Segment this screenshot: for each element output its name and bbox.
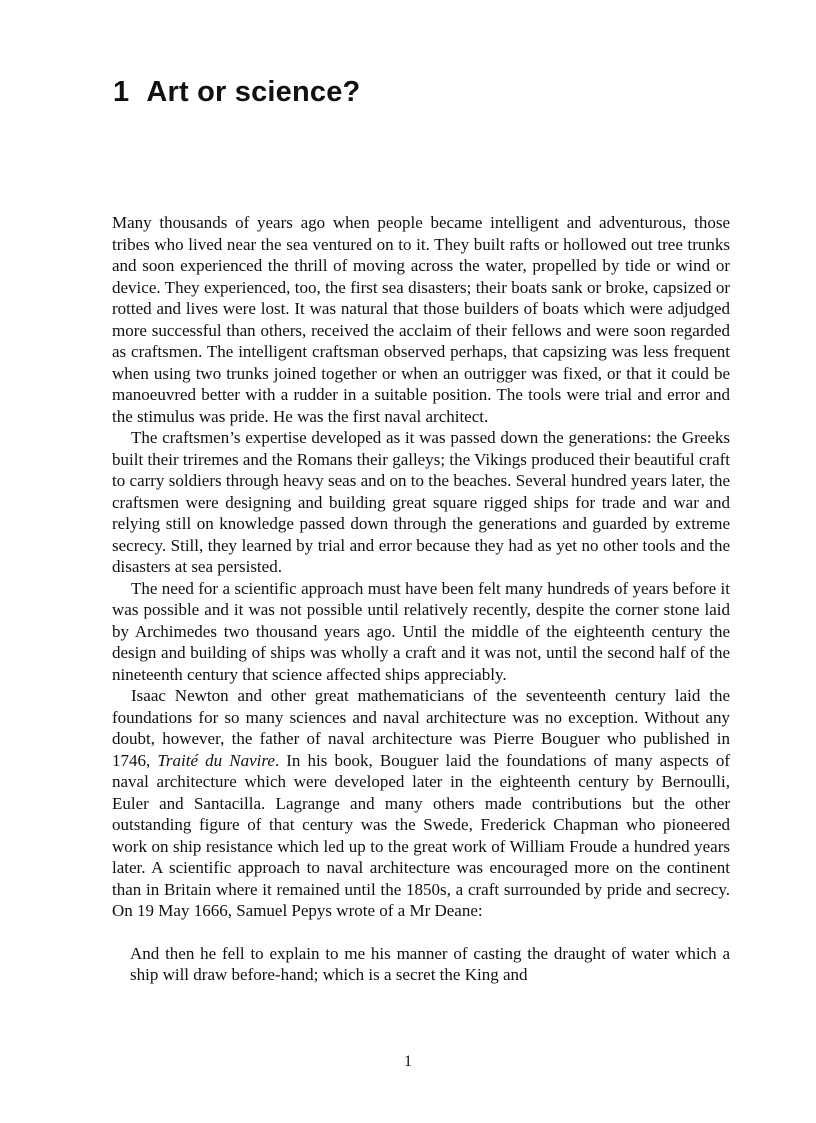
block-quote: And then he fell to explain to me his manner of casting the draught of water which a ship will draw before-hand; which is a secret the King and — [130, 943, 730, 984]
paragraph-1: Many thousands of years ago when people became intelligent and adventurous, those tribes who lived near the sea ventured on to it. They built rafts or hollowed out tree trunks and soon experienced the thrill of moving across the water, propelled by tide or wind or device. They experienced, too, the first sea disasters; their boats sank or broke, capsized or rotted and lives were lost. It was natural that those builders of boats which were adjudged more successful than others, received the acclaim of their fellows and were soon regarded as craftsmen. The intelligent craftsman observed perhaps, that capsizing was less frequent when using two trunks joined together or when an outrigger was fixed, or that it could be manoeuvred better with a rudder in a suitable position. The tools were trial and error and the stimulus was pride. He was the first naval architect. — [112, 213, 730, 426]
page-number: 1 — [404, 1053, 412, 1070]
paragraph-4-text-after: . In his book, Bouguer laid the foundations of many aspects of naval architecture which were developed later in the eighteenth century by Bernoulli, Euler and Santacilla. Lagrange and many others made contributions but the other outstanding figure of that century was the Swede, Frederick Chapman who pioneered work on ship resistance which led up to the great work of William Froude a hundred years later. A scientific approach to naval architecture was encouraged more on the continent than in Britain where it remained until the 1850s, a craft surrounded by pride and secrecy. On 19 May 1666, Samuel Pepys wrote of a Mr Deane: — [112, 750, 730, 920]
paragraph-4 — [112, 685, 730, 922]
paragraph-4-text-before: Isaac Newton and other great mathematicians of the seventeenth century laid the foundations for so many sciences and naval architecture was no exception. Without any doubt, however, the father of naval architecture was Pierre Bouguer who published in 1746, — [112, 686, 730, 770]
paragraph-3: The need for a scientific approach must have been felt many hundreds of years before it was possible and it was not possible until relatively recently, despite the corner stone laid by Archimedes two thousand years ago. Until the middle of the eighteenth century the design and building of ships was wholly a craft and it was not, until the second half of the nineteenth century that science affected ships appreciably. — [112, 578, 730, 684]
chapter-heading — [113, 72, 360, 112]
chapter-title: Art or science? — [146, 76, 361, 108]
chapter-body — [112, 212, 730, 986]
chapter-number: 1 — [113, 76, 130, 108]
paragraph-2: The craftsmen’s expertise developed as it was passed down the generations: the Greeks built their triremes and the Romans their galleys; the Vikings produced their beautiful craft to carry soldiers through heavy seas and on to the beaches. Several hundred years later, the craftsmen were designing and building great square rigged ships for trade and war and relying still on knowledge passed down through the generations and guarded by extreme secrecy. Still, they learned by trial and error because they had as yet no other tools and the disasters at sea persisted. — [112, 428, 730, 576]
book-title-italic: Traité du Navire — [157, 750, 275, 770]
